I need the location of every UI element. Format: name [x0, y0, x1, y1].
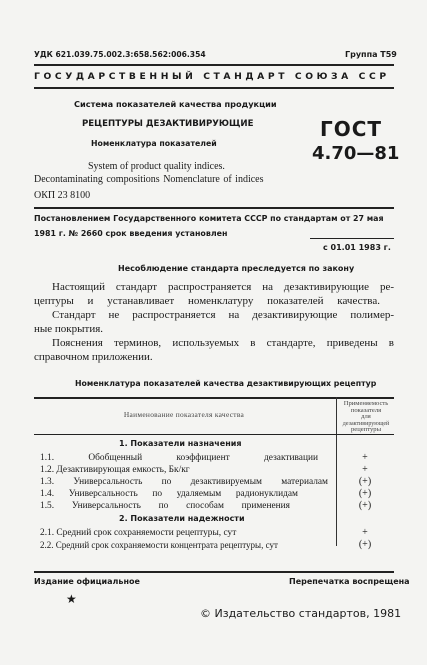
row-applicability: + — [362, 452, 368, 463]
standard-org: ГОСУДАРСТВЕННЫЙ СТАНДАРТ СОЮЗА ССР — [34, 71, 390, 82]
table-top-rule — [34, 397, 394, 399]
row-label: 1.5. Универсальность по способам применения — [40, 501, 290, 511]
paragraph-1-line-1: Настоящий стандарт распространяется на дезактивирующие ре- — [52, 281, 394, 293]
row-label: 1.4. Универсальность по удаляемым радионуклидам — [40, 489, 298, 499]
applicability-line-4: дезактивирующей — [342, 420, 390, 427]
org-rule — [34, 87, 394, 89]
table-row — [0, 464, 427, 476]
official-edition: Издание официальное — [34, 577, 140, 586]
paragraph-1-line-2: цептуры и устанавливает номенклатуру показателей качества. — [34, 295, 380, 307]
title-rule — [34, 207, 394, 209]
table-row — [0, 539, 427, 551]
gost-label: ГОСТ — [320, 117, 383, 141]
footer-rule — [34, 571, 394, 573]
row-applicability: (+) — [358, 539, 372, 550]
decree-line-2: 1981 г. № 2660 срок введения установлен — [34, 229, 228, 238]
row-applicability: + — [362, 527, 368, 538]
paragraph-2-line-2: ные покрытия. — [34, 323, 104, 335]
star-icon: ★ — [66, 592, 77, 606]
applicability-line-5: рецептуры — [350, 426, 382, 434]
system-name: Система показателей качества продукции — [74, 99, 277, 109]
english-title-1: System of product quality indices. — [88, 161, 225, 172]
paragraph-3-line-2: справочном приложении. — [34, 351, 153, 363]
law-warning: Несоблюдение стандарта преследуется по закону — [118, 264, 355, 273]
row-label: 2.1. Средний срок сохраняемости рецептуры, сут — [40, 528, 237, 538]
row-label: 1.3. Универсальность по дезактивируемым материалам — [40, 477, 328, 487]
row-applicability: (+) — [358, 500, 372, 511]
udk-code: УДК 621.039.75.002.3:658.562:006.354 — [34, 50, 206, 59]
effective-date: с 01.01 1983 г. — [323, 243, 391, 252]
applicability-line-2: показателя — [350, 406, 382, 414]
table-header-rule — [34, 434, 394, 435]
table-row — [0, 488, 427, 500]
applicability-line-1: Применяемость — [343, 400, 389, 407]
column-header-name: Наименование показателя качества — [123, 410, 245, 419]
table-row — [0, 452, 427, 464]
row-applicability: (+) — [358, 488, 372, 499]
english-title-2: Decontaminating compositions Nomenclature of indices — [34, 174, 264, 185]
row-label: 2.2. Средний срок сохраняемости концентрата рецептуры, сут — [40, 540, 278, 550]
paragraph-3-line-1: Пояснения терминов, используемых в стандарте, приведены в — [52, 337, 394, 349]
group-code: Группа Т59 — [345, 50, 397, 59]
standard-subtitle: Номенклатура показателей — [91, 139, 217, 148]
standard-title: РЕЦЕПТУРЫ ДЕЗАКТИВИРУЮЩИЕ — [82, 119, 254, 129]
top-rule — [34, 64, 394, 66]
row-applicability: + — [362, 464, 368, 475]
table-row — [0, 476, 427, 488]
date-rule — [310, 238, 394, 239]
reprint-prohibited: Перепечатка воспрещена — [289, 577, 410, 586]
table-row — [0, 527, 427, 539]
row-applicability: (+) — [358, 476, 372, 487]
row-label: 1.2. Дезактивирующая емкость, Бк/кг — [40, 465, 190, 475]
decree-line-1: Постановлением Государственного комитета СССР по стандартам от 27 мая — [34, 214, 384, 223]
section-reliability: 2. Показатели надежности — [119, 514, 245, 523]
table-caption: Номенклатура показателей качества дезактивирующих рецептур — [75, 379, 377, 388]
table-row — [0, 500, 427, 512]
column-header-applicability — [338, 401, 394, 434]
okp-code: ОКП 23 8100 — [34, 190, 91, 201]
applicability-line-3: для — [361, 413, 371, 421]
copyright: © Издательство стандартов, 1981 — [200, 607, 402, 620]
section-purpose: 1. Показатели назначения — [119, 439, 242, 448]
gost-number: 4.70—81 — [312, 143, 400, 164]
paragraph-2-line-1: Стандарт не распространяется на дезактивирующие полимер- — [52, 309, 394, 321]
row-label: 1.1. Обобщенный коэффициент дезактивации — [40, 453, 318, 463]
